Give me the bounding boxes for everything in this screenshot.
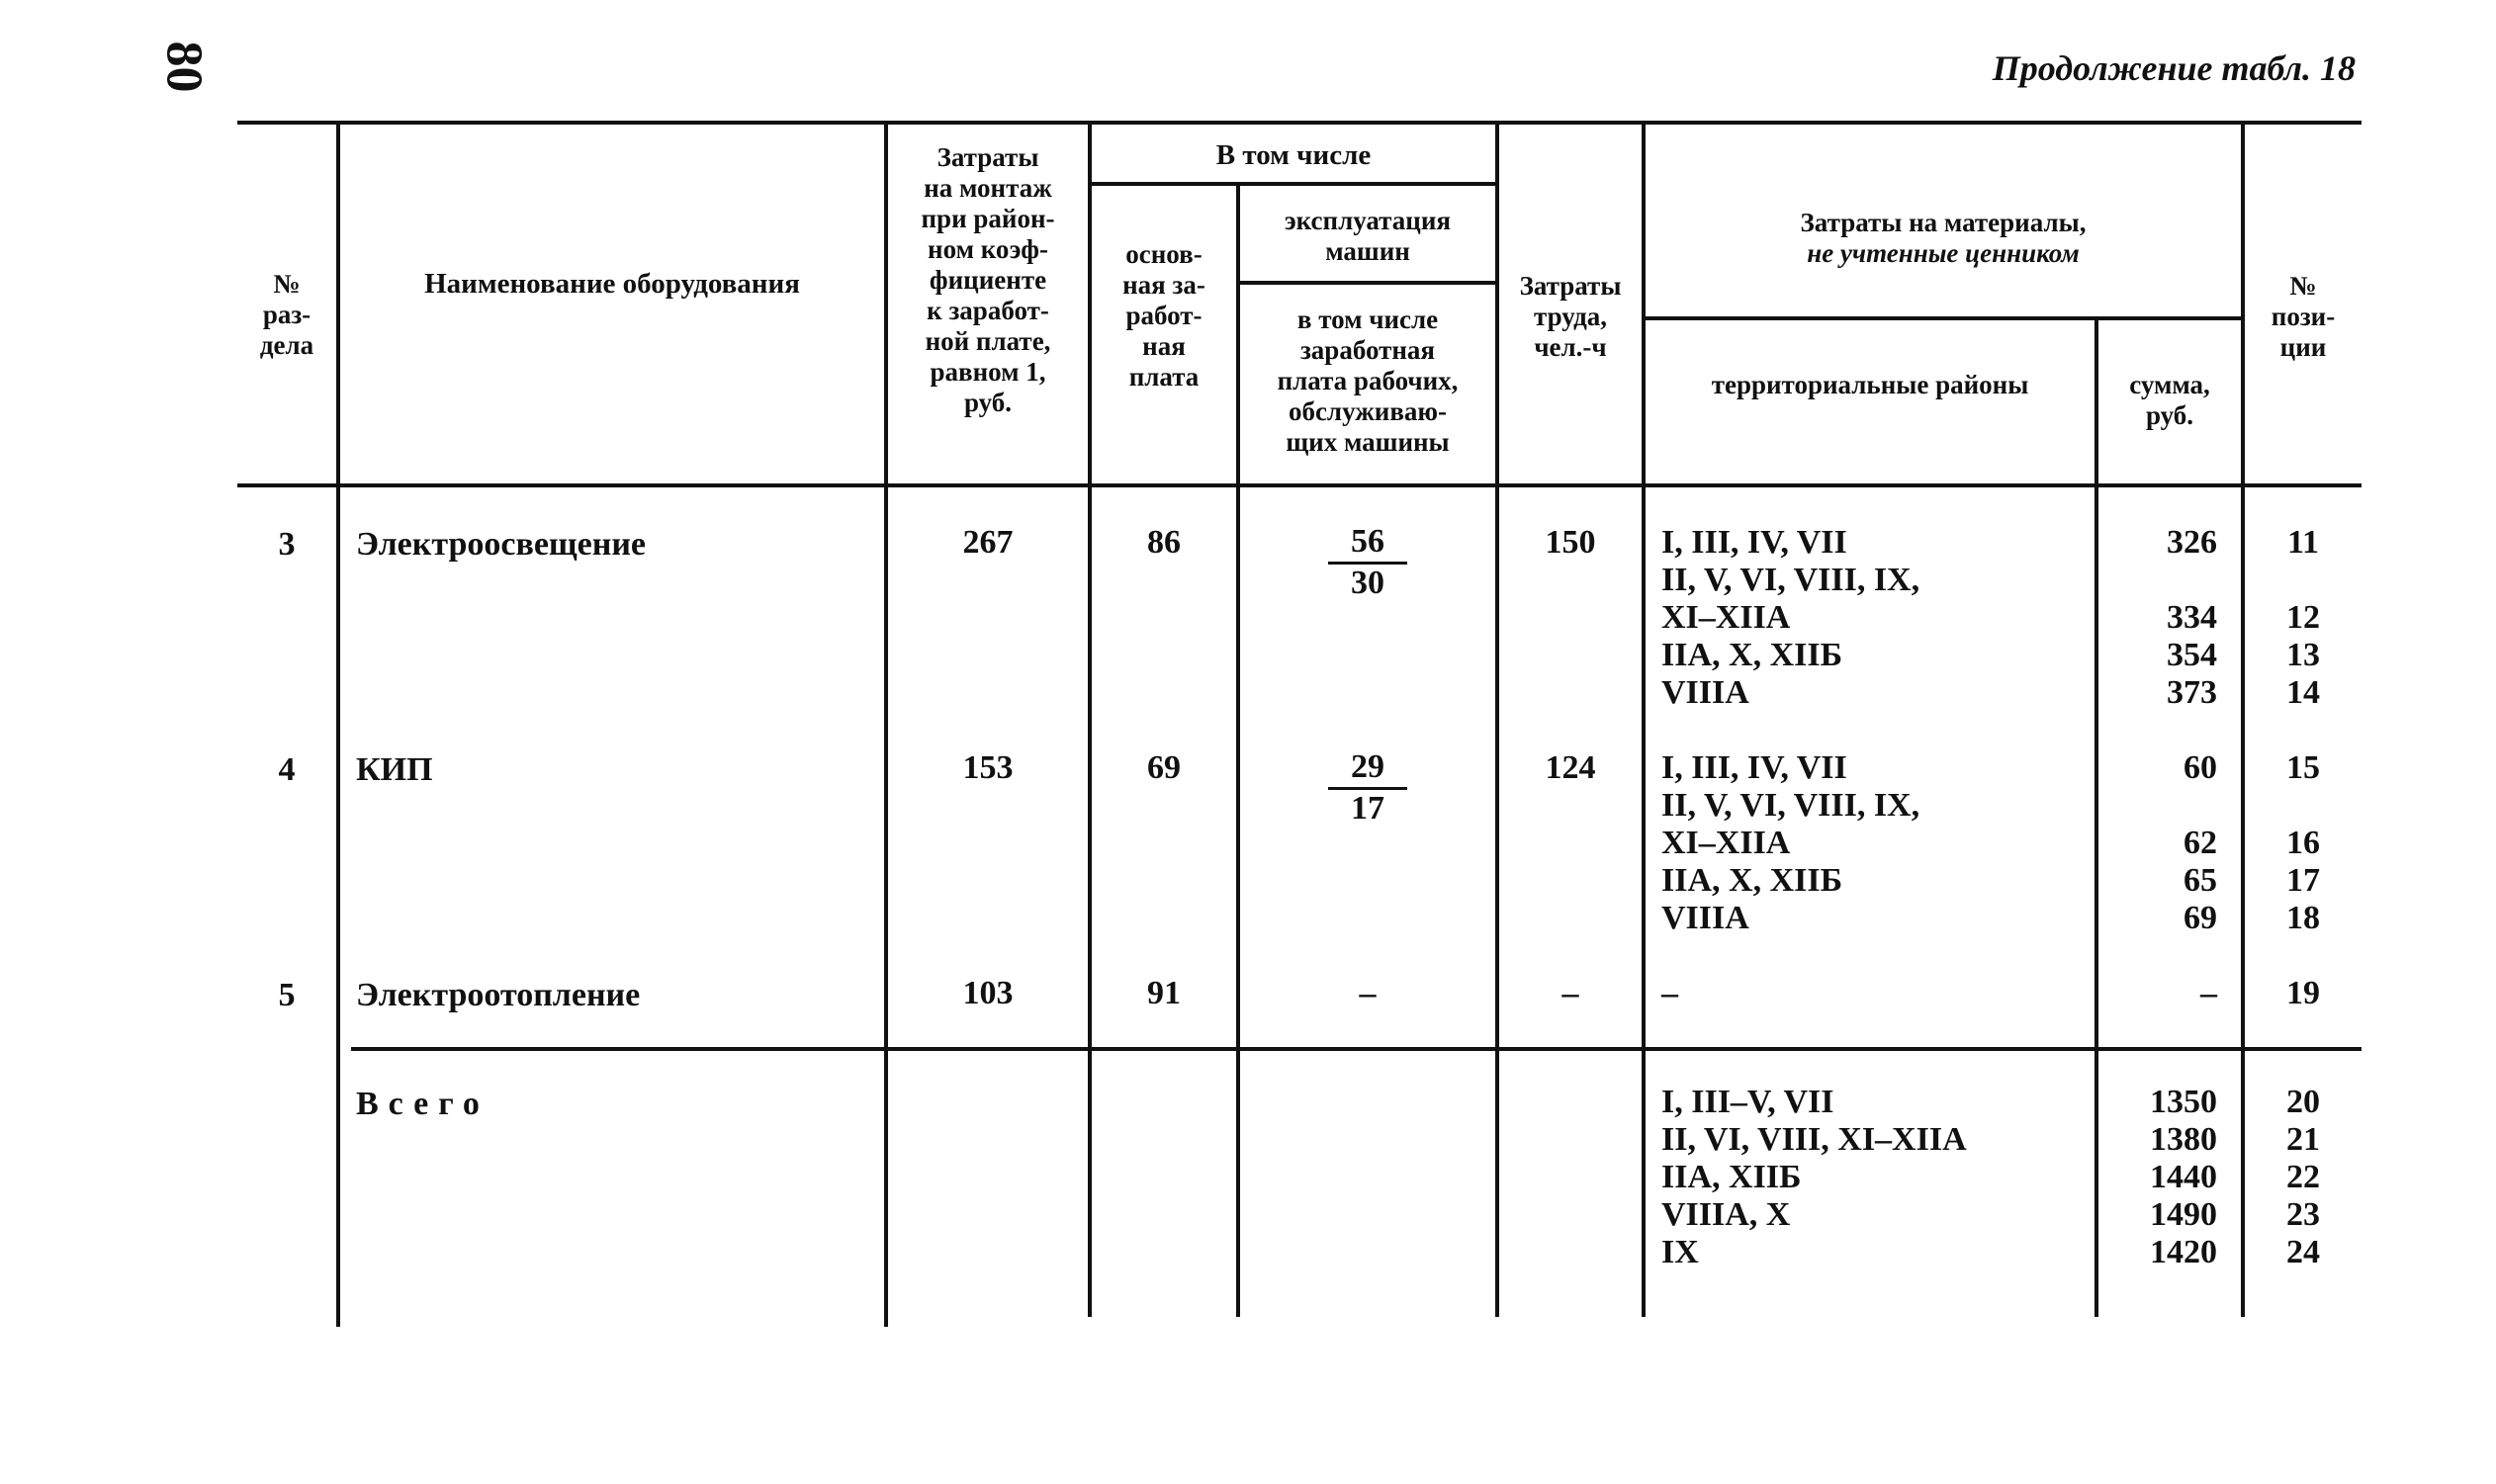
header-operator-wage: в том числе заработная плата рабочих, обслуживаю- щих машины: [1277, 305, 1459, 457]
table-top-rule: [237, 121, 2362, 125]
table-row-sums: 326 334 354 373: [2167, 524, 2217, 711]
header-territorial-regions: территориальные районы: [1711, 370, 2029, 399]
table-row-section: 3: [278, 526, 296, 563]
table-row-name: Электроотопление: [356, 977, 641, 1013]
total-label: Всего: [356, 1086, 490, 1122]
col-divider: [1642, 121, 1646, 1317]
operator-wage-value: 17: [1351, 790, 1384, 827]
page-number: 80: [155, 41, 213, 93]
including-header-rule: [1092, 182, 1499, 186]
table-row-section: 5: [278, 977, 296, 1013]
total-positions: 20 21 22 23 24: [2286, 1084, 2320, 1270]
header-bottom-rule: [237, 483, 2362, 487]
materials-header-rule: [1646, 316, 2244, 320]
header-install-cost: Затраты на монтаж при район- ном коэф- фициенте к заработ- ной плате, равном 1, руб.: [921, 142, 1055, 417]
header-position-no: № пози- ции: [2271, 271, 2336, 362]
table-row-positions: 15 16 17 18: [2286, 749, 2320, 936]
operator-wage-value: 30: [1351, 565, 1384, 601]
header-base-wage: основ- ная за- работ- ная плата: [1122, 239, 1205, 392]
table-row-labor: –: [1561, 975, 1579, 1011]
table-row-install-cost: 103: [962, 975, 1014, 1011]
header-section-no: № раз- дела: [259, 269, 314, 360]
table-row-labor: 124: [1545, 749, 1596, 786]
machine-value: 29: [1328, 749, 1407, 790]
table-row-region: –: [1661, 975, 1678, 1011]
header-sum-rub: сумма, руб.: [2129, 370, 2210, 430]
total-sums: 1350 1380 1440 1490 1420: [2150, 1084, 2217, 1270]
table-row-base-wage: 69: [1147, 749, 1181, 786]
table-row-labor: 150: [1545, 524, 1596, 561]
table-row-machine: –: [1359, 975, 1377, 1011]
table-row-sum: –: [2200, 975, 2217, 1011]
table-row-section: 4: [278, 751, 296, 788]
header-labor-cost: Затраты труда, чел.-ч: [1519, 271, 1622, 362]
table-row-regions: I, III, IV, VII II, V, VI, VIII, IX, XI–XIIA IIA, X, XIIБ VIIIA: [1661, 524, 1920, 711]
table-row-install-cost: 153: [962, 749, 1014, 786]
machine-header-rule: [1239, 281, 1499, 285]
col-divider: [336, 121, 340, 1327]
table-row-name: Электроосвещение: [356, 526, 647, 563]
table-row-regions: I, III, IV, VII II, V, VI, VIII, IX, XI–XIIA IIA, X, XIIБ VIIIA: [1661, 749, 1920, 936]
table-row-base-wage: 86: [1147, 524, 1181, 561]
header-machine-operation: эксплуатация машин: [1285, 206, 1451, 266]
header-including: В том числе: [1215, 139, 1372, 171]
header-equipment-name: Наименование оборудования: [424, 268, 800, 300]
table-row-machine-fraction: [1328, 749, 1407, 828]
table-row-sums: 60 62 65 69: [2184, 749, 2217, 936]
header-materials-cost: Затраты на материалы, не учтенные ценником: [1800, 208, 2087, 268]
total-separator-rule: [351, 1047, 2362, 1051]
table-row-name: КИП: [356, 751, 433, 788]
table-row-base-wage: 91: [1147, 975, 1181, 1011]
table-row-machine-fraction: [1328, 524, 1407, 602]
cost-table: [237, 121, 2362, 1327]
continuation-caption: Продолжение табл. 18: [1992, 48, 2356, 88]
total-regions: I, III–V, VII II, VI, VIII, XI–XIIA IIA, XIIБ VIIIA, X IX: [1661, 1084, 1967, 1270]
machine-value: 56: [1328, 524, 1407, 565]
table-row-install-cost: 267: [962, 524, 1014, 561]
table-row-positions: 11 12 13 14: [2286, 524, 2320, 711]
table-row-position: 19: [2286, 975, 2320, 1011]
